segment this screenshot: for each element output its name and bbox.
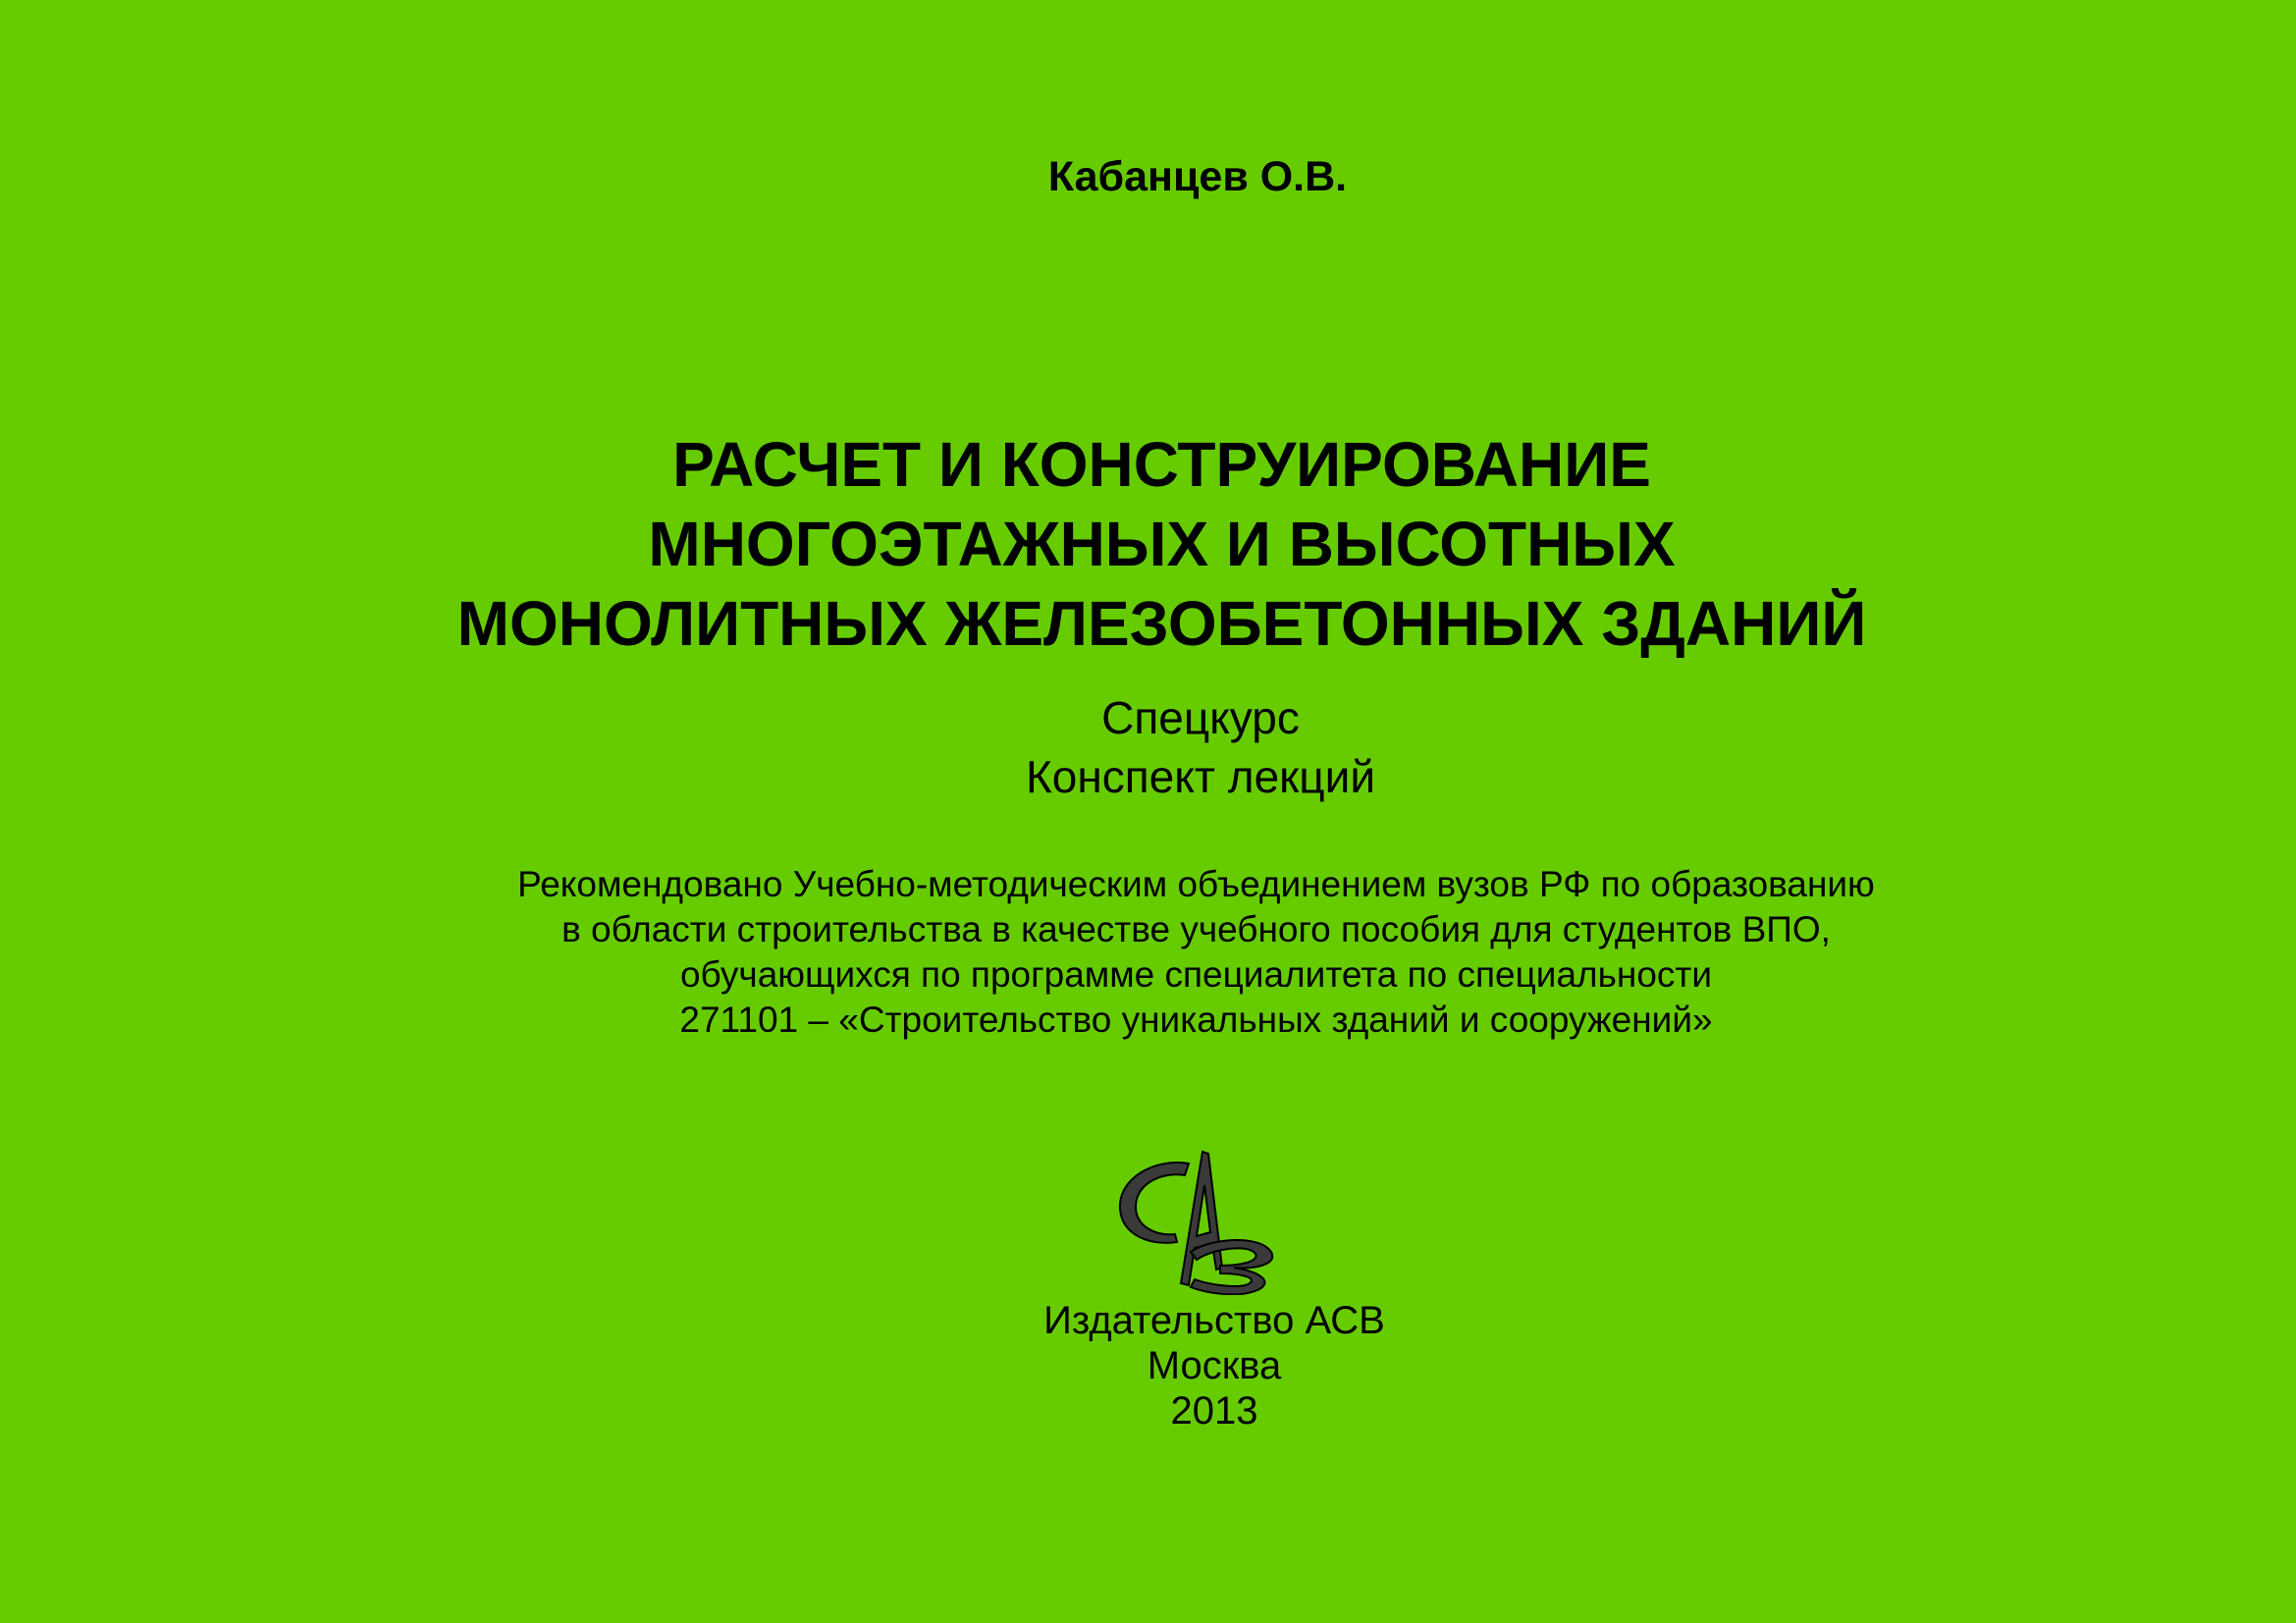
book-title <box>0 425 2296 664</box>
publisher-city: Москва <box>1147 1344 1282 1387</box>
recommendation-line: обучающихся по программе специалитета по специальности <box>679 954 1713 995</box>
title-line: МНОГОЭТАЖНЫХ И ВЫСОТНЫХ <box>648 509 1676 579</box>
subtitle-line: Спецкурс <box>1101 692 1300 743</box>
publication-year: 2013 <box>1170 1389 1258 1433</box>
book-subtitle <box>0 688 2296 806</box>
author-name: Кабанцев О.В. <box>1047 153 1348 200</box>
title-line: МОНОЛИТНЫХ ЖЕЛЕЗОБЕТОННЫХ ЗДАНИЙ <box>456 588 1867 659</box>
subtitle-line: Конспект лекций <box>1025 751 1376 802</box>
publisher-name: Издательство АСВ <box>1043 1299 1385 1342</box>
publisher-info <box>0 1298 2296 1434</box>
publisher-logo-icon <box>1112 1150 1281 1295</box>
recommendation-note <box>0 862 2296 1043</box>
recommendation-line: 271101 – «Строительство уникальных зданий и сооружений» <box>679 1000 1713 1040</box>
title-line: РАСЧЕТ И КОНСТРУИРОВАНИЕ <box>672 429 1651 500</box>
recommendation-line: в области строительства в качестве учебного пособия для студентов ВПО, <box>561 909 1831 949</box>
recommendation-line: Рекомендовано Учебно-методическим объединением вузов РФ по образованию <box>517 864 1875 904</box>
